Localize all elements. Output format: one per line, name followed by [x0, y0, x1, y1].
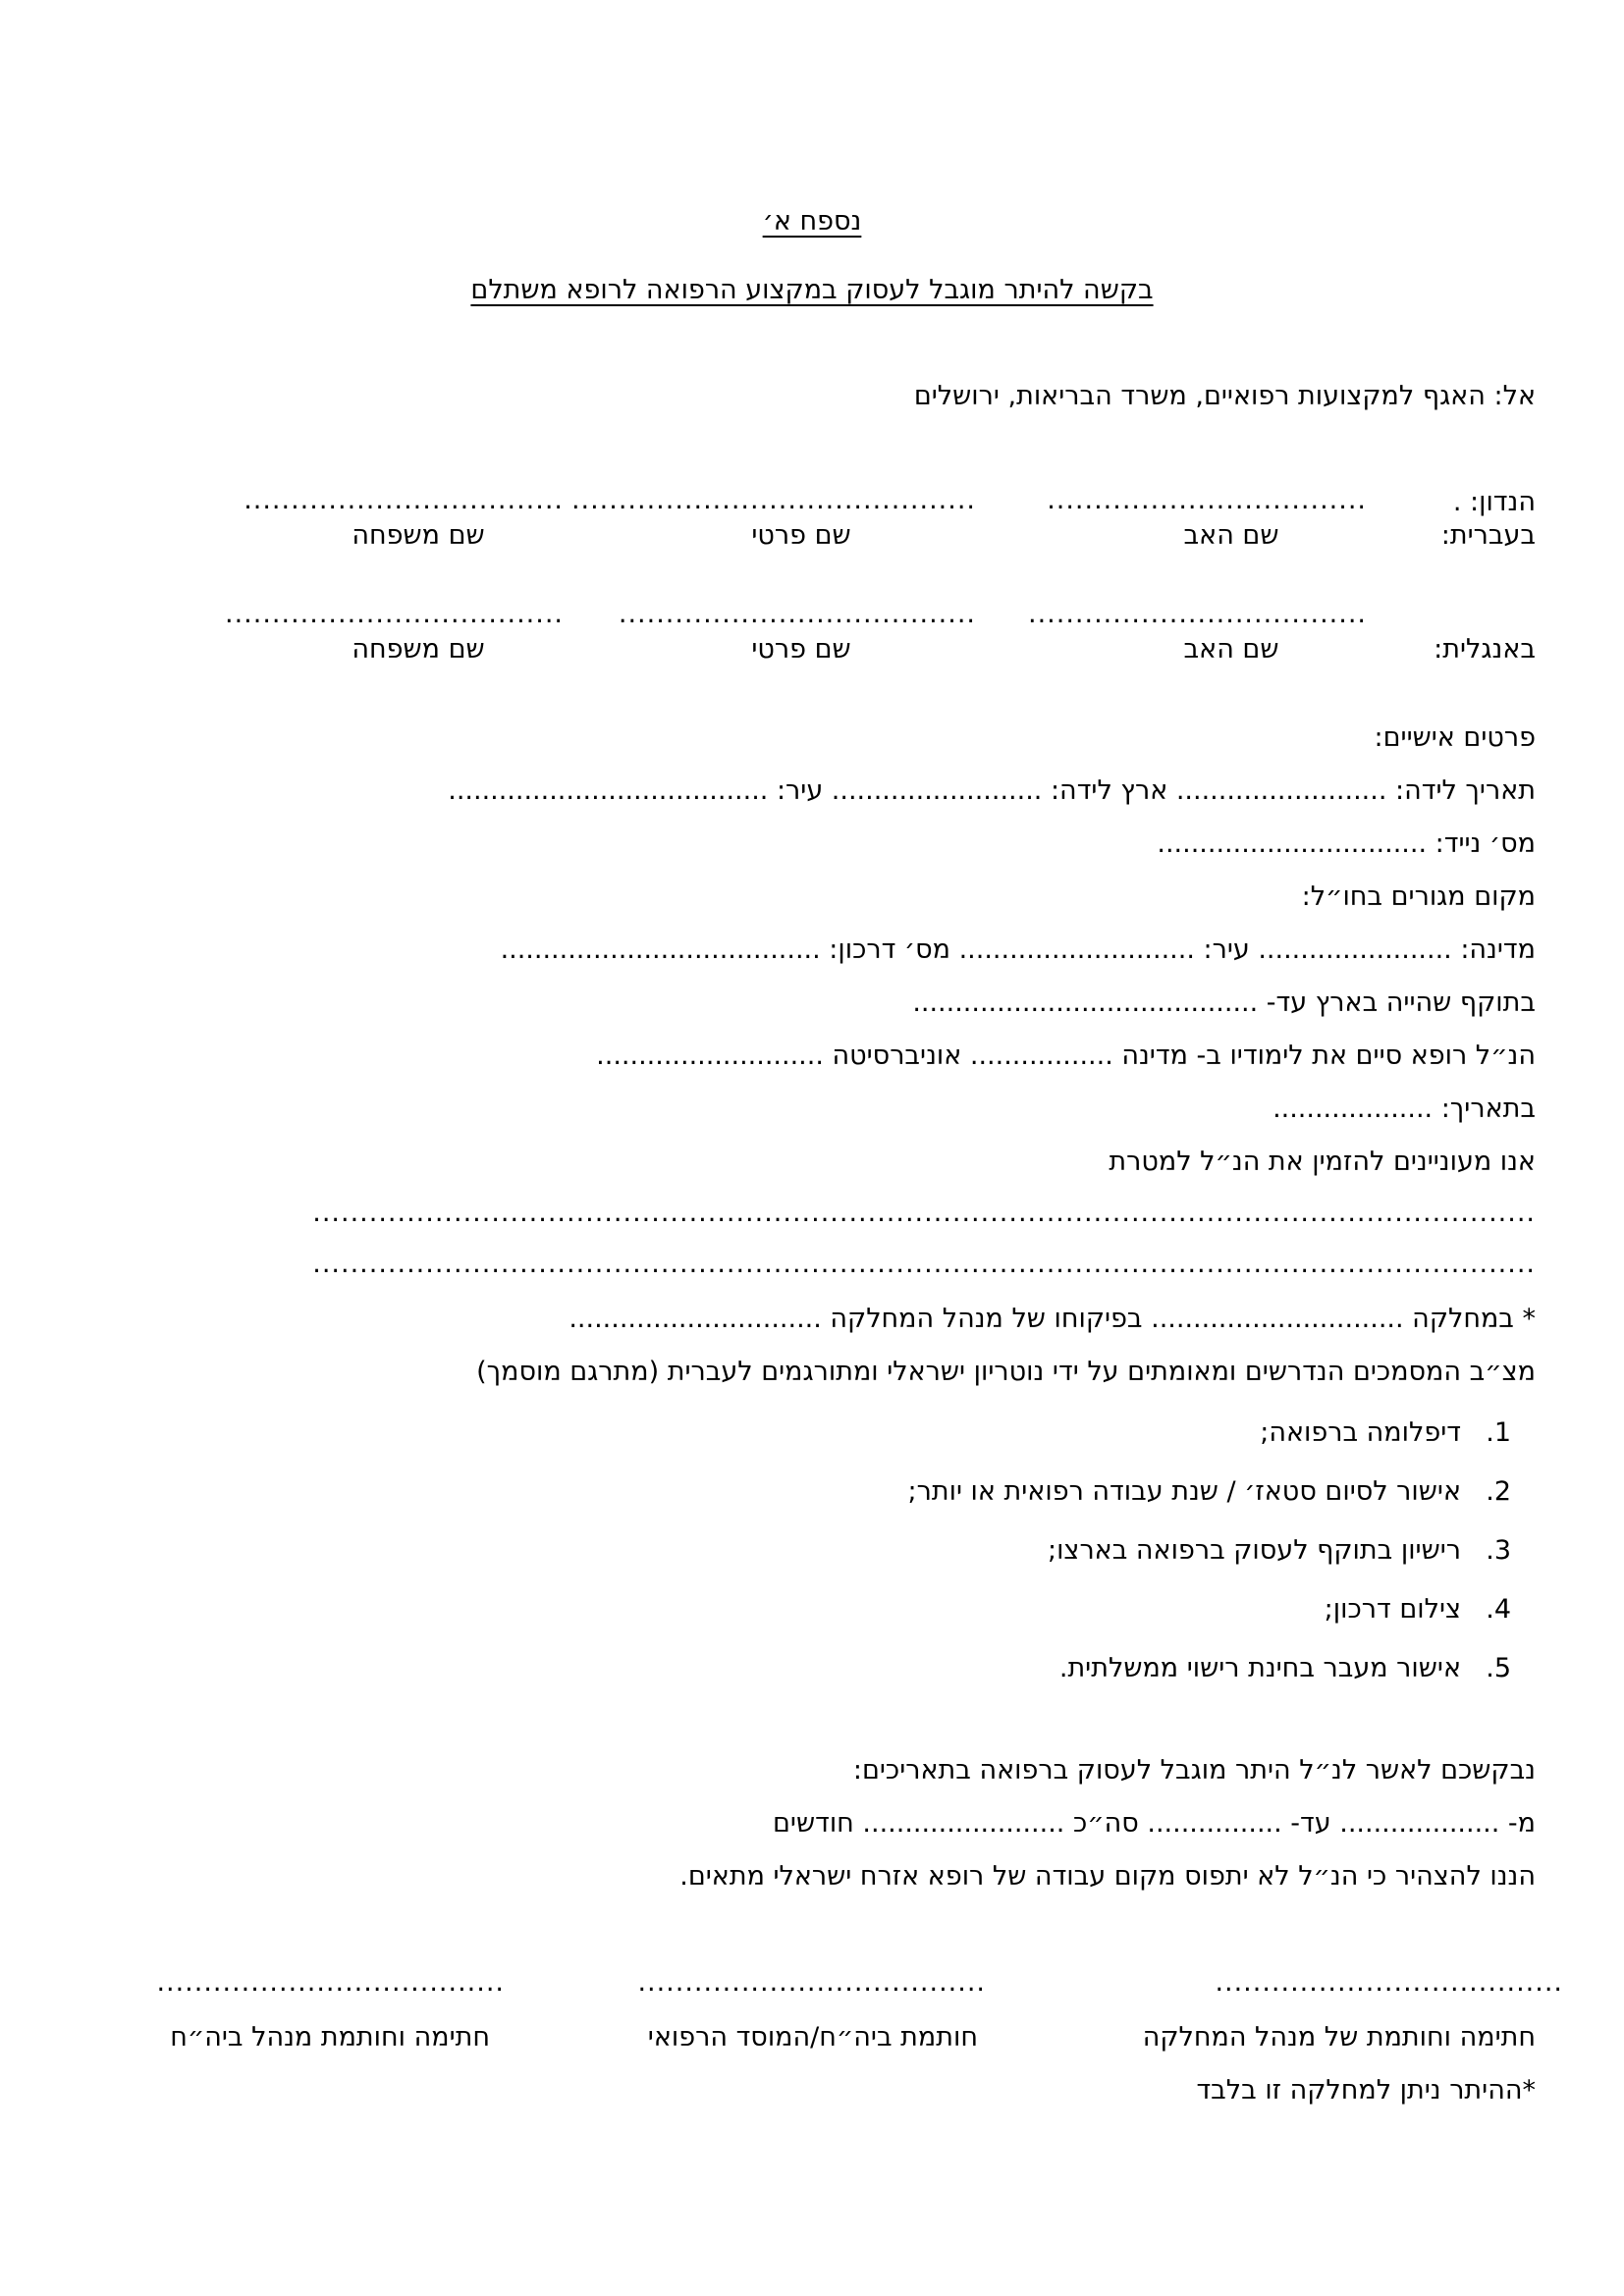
studies-line[interactable]: הנ״ל רופא סיים את לימודיו ב- מדינה ................. אוניברסיטה ........................... [596, 1041, 1536, 1071]
hospital-stamp-label: חותמת ביה״ח/המוסד הרפואי [647, 2022, 978, 2053]
family-name-he-label: שם משפחה [352, 520, 485, 551]
list-item-text: אישור מעבר בחינת רישוי ממשלתית. [1058, 1653, 1461, 1683]
country-line[interactable]: מדינה: ....................... עיר: ............................ מס׳ דרכון: ...................................... [500, 934, 1536, 965]
hospital-director-signature-label: חתימה וחותמת מנהל ביה״ח [170, 2022, 490, 2053]
list-item-number: 3. [1486, 1535, 1511, 1566]
birth-line[interactable]: תאריך לידה: ......................... ארץ לידה: ......................... עיר: ...................................... [448, 775, 1536, 806]
request-line: נבקשכם לאשר לנ״ל היתר מוגבל לעסוק ברפואה בתאריכים: [852, 1755, 1536, 1786]
list-item-number: 1. [1486, 1417, 1511, 1448]
declaration-line: הננו להצהיר כי הנ״ל לא יתפוס מקום עבודה של רופא אזרח ישראלי מתאים. [679, 1861, 1536, 1892]
form-title: בקשה להיתר מוגבל לעסוק במקצוע הרפואה לרופא משתלם [470, 275, 1154, 305]
list-item-number: 5. [1486, 1653, 1511, 1683]
addressee-line: אל: האגף למקצועות רפואיים, משרד הבריאות, ירושלים [913, 381, 1536, 411]
dates-line[interactable]: מ- ................... עד- ................ סה״כ ........................ חודשים [773, 1808, 1536, 1839]
father-name-he-label: שם האב [1183, 520, 1279, 551]
department-head-signature-field[interactable]: ..................................... [1215, 1967, 1563, 1998]
given-name-en-label: שם פרטי [751, 634, 851, 665]
list-item-number: 4. [1486, 1594, 1511, 1625]
residence-heading: מקום מגורים בחו״ל: [1301, 881, 1536, 912]
list-item-text: רישיון בתוקף לעסוק ברפואה בארצו; [1047, 1535, 1461, 1566]
list-item-text: אישור לסיום סטאז׳ / שנת עבודה רפואית או יותר; [907, 1476, 1461, 1507]
attached-documents-line: מצ״ב המסמכים הנדרשים ומאומתים על ידי נוטריון ישראלי ומתורגמים לעברית (מתרגם מוסמך) [476, 1357, 1536, 1387]
personal-heading: פרטים אישיים: [1374, 722, 1536, 753]
footnote: *ההיתר ניתן למחלקה זו בלבד [1196, 2075, 1536, 2106]
family-name-en-field[interactable]: .................................... [1028, 599, 1367, 629]
graduation-date-line[interactable]: בתאריך: ................... [1272, 1094, 1536, 1124]
father-name-en-field[interactable]: .................................... [225, 599, 564, 629]
mobile-line[interactable]: מס׳ נייד: ................................ [1157, 828, 1536, 859]
family-name-he-field[interactable]: .................................. [1047, 485, 1367, 515]
purpose-field-1[interactable]: .................................................................................................................................. [312, 1198, 1536, 1228]
father-name-en-label: שם האב [1183, 634, 1279, 665]
list-item-text: דיפלומה ברפואה; [1260, 1417, 1461, 1448]
purpose-line: אנו מעוניינים להזמין את הנ״ל למטרת [1109, 1147, 1536, 1177]
purpose-field-2[interactable]: .................................................................................................................................. [312, 1249, 1536, 1279]
hospital-stamp-field[interactable]: ..................................... [637, 1967, 986, 1998]
list-item-number: 2. [1486, 1476, 1511, 1507]
subject-label: הנדון: . [1452, 487, 1536, 517]
given-name-en-field[interactable]: ...................................... [618, 599, 976, 629]
given-name-he-label: שם פרטי [751, 520, 851, 551]
stay-valid-line[interactable]: בתוקף שהייה בארץ עד- ......................................... [912, 988, 1536, 1018]
father-name-he-field[interactable]: .................................. [244, 485, 564, 515]
english-label: באנגלית: [1434, 634, 1536, 665]
hospital-director-signature-field[interactable]: ..................................... [156, 1967, 505, 1998]
family-name-en-label: שם משפחה [352, 634, 485, 665]
hebrew-label: בעברית: [1440, 520, 1536, 551]
department-head-signature-label: חתימה וחותמת של מנהל המחלקה [1142, 2022, 1536, 2053]
given-name-he-field[interactable]: ........................................... [570, 485, 976, 515]
list-item-text: צילום דרכון; [1324, 1594, 1461, 1625]
department-line[interactable]: * במחלקה .............................. בפיקוחו של מנהל המחלקה .............................. [568, 1304, 1536, 1334]
appendix-title: נספח א׳ [762, 206, 862, 237]
